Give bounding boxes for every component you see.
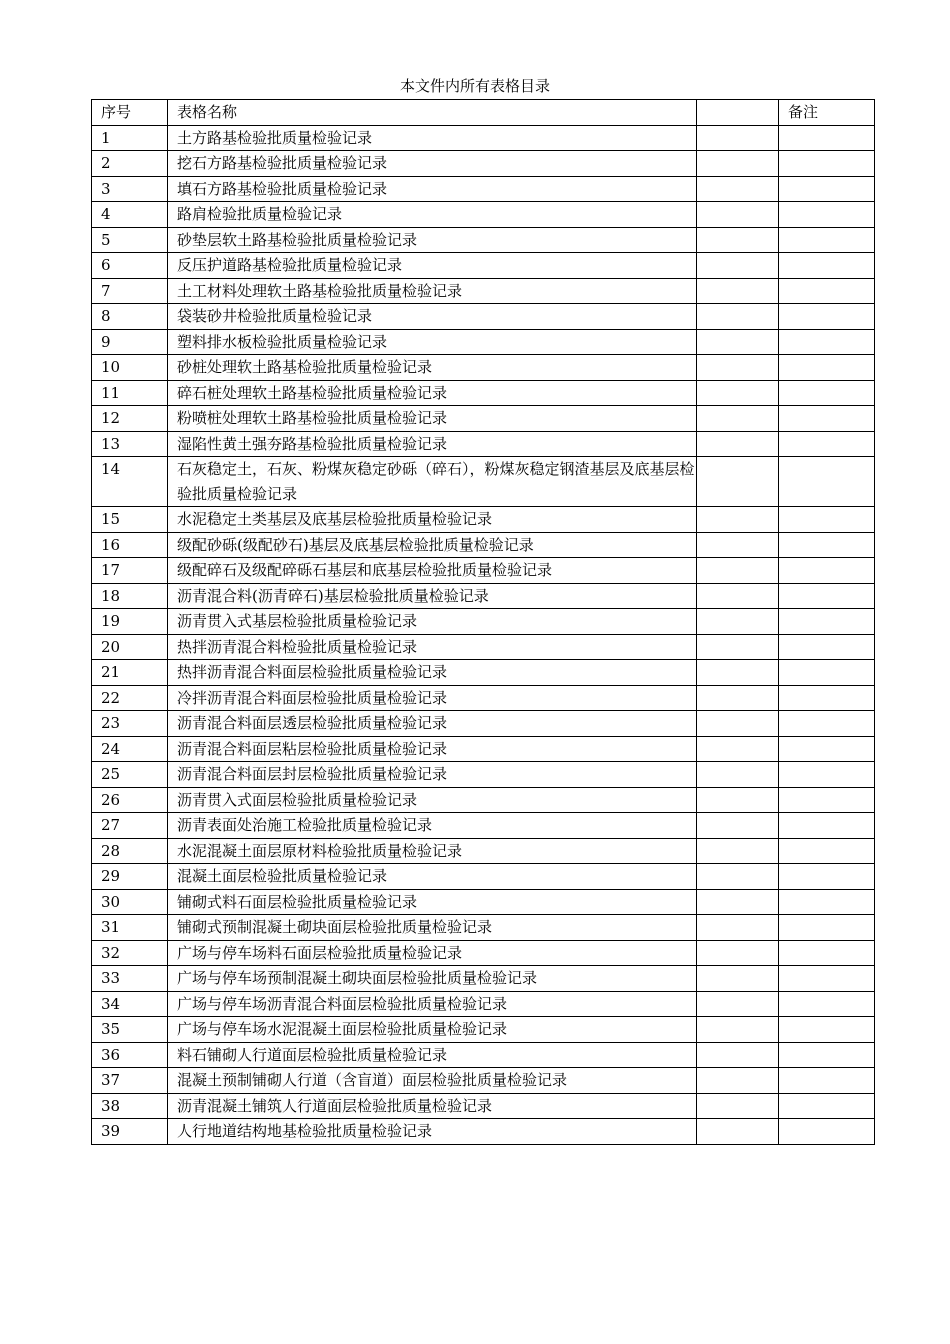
row-form-name: 碎石桩处理软土路基检验批质量检验记录: [168, 380, 697, 406]
row-blank-cell: [697, 1068, 779, 1094]
row-form-name: 广场与停车场沥青混合料面层检验批质量检验记录: [168, 991, 697, 1017]
row-blank-cell: [697, 151, 779, 177]
row-remarks-cell: [779, 1093, 875, 1119]
table-row: [92, 431, 875, 457]
header-blank: [697, 100, 779, 126]
row-remarks-cell: [779, 940, 875, 966]
row-form-name: 广场与停车场水泥混凝土面层检验批质量检验记录: [168, 1017, 697, 1043]
table-row: [92, 736, 875, 762]
row-form-name: 沥青混合料(沥青碎石)基层检验批质量检验记录: [168, 583, 697, 609]
row-remarks-cell: [779, 787, 875, 813]
row-index: 25: [92, 762, 168, 788]
table-row: [92, 329, 875, 355]
row-remarks-cell: [779, 711, 875, 737]
table-row: [92, 304, 875, 330]
row-remarks-cell: [779, 1017, 875, 1043]
table-row: [92, 1093, 875, 1119]
row-index: 33: [92, 966, 168, 992]
row-blank-cell: [697, 278, 779, 304]
row-remarks-cell: [779, 634, 875, 660]
row-blank-cell: [697, 787, 779, 813]
row-form-name: 水泥稳定土类基层及底基层检验批质量检验记录: [168, 507, 697, 533]
table-row: [92, 532, 875, 558]
row-index: 28: [92, 838, 168, 864]
row-form-name: 湿陷性黄土强夯路基检验批质量检验记录: [168, 431, 697, 457]
row-remarks-cell: [779, 355, 875, 381]
row-remarks-cell: [779, 176, 875, 202]
row-remarks-cell: [779, 253, 875, 279]
row-remarks-cell: [779, 125, 875, 151]
row-blank-cell: [697, 507, 779, 533]
row-remarks-cell: [779, 966, 875, 992]
row-form-name: 沥青混合料面层粘层检验批质量检验记录: [168, 736, 697, 762]
row-blank-cell: [697, 1017, 779, 1043]
row-form-name: 料石铺砌人行道面层检验批质量检验记录: [168, 1042, 697, 1068]
row-blank-cell: [697, 762, 779, 788]
row-blank-cell: [697, 1042, 779, 1068]
header-index: 序号: [92, 100, 168, 126]
row-remarks-cell: [779, 813, 875, 839]
row-form-name: 铺砌式预制混凝土砌块面层检验批质量检验记录: [168, 915, 697, 941]
row-form-name: 粉喷桩处理软土路基检验批质量检验记录: [168, 406, 697, 432]
row-form-name: 混凝土预制铺砌人行道（含盲道）面层检验批质量检验记录: [168, 1068, 697, 1094]
row-index: 39: [92, 1119, 168, 1145]
row-blank-cell: [697, 125, 779, 151]
row-index: 7: [92, 278, 168, 304]
row-blank-cell: [697, 660, 779, 686]
row-remarks-cell: [779, 1068, 875, 1094]
row-remarks-cell: [779, 507, 875, 533]
row-blank-cell: [697, 889, 779, 915]
table-row: [92, 915, 875, 941]
row-remarks-cell: [779, 736, 875, 762]
row-index: 15: [92, 507, 168, 533]
row-blank-cell: [697, 966, 779, 992]
row-form-name: 冷拌沥青混合料面层检验批质量检验记录: [168, 685, 697, 711]
row-index: 18: [92, 583, 168, 609]
row-index: 31: [92, 915, 168, 941]
row-index: 12: [92, 406, 168, 432]
row-index: 36: [92, 1042, 168, 1068]
table-row: [92, 711, 875, 737]
row-index: 3: [92, 176, 168, 202]
table-row: [92, 253, 875, 279]
table-row: [92, 940, 875, 966]
table-header-row: [92, 100, 875, 126]
row-index: 16: [92, 532, 168, 558]
row-form-name: 广场与停车场预制混凝土砌块面层检验批质量检验记录: [168, 966, 697, 992]
row-blank-cell: [697, 1119, 779, 1145]
row-index: 19: [92, 609, 168, 635]
row-blank-cell: [697, 583, 779, 609]
row-index: 23: [92, 711, 168, 737]
table-row: [92, 660, 875, 686]
row-form-name: 路肩检验批质量检验记录: [168, 202, 697, 228]
row-form-name: 袋装砂井检验批质量检验记录: [168, 304, 697, 330]
row-blank-cell: [697, 634, 779, 660]
row-remarks-cell: [779, 406, 875, 432]
row-form-name: 沥青表面处治施工检验批质量检验记录: [168, 813, 697, 839]
row-remarks-cell: [779, 583, 875, 609]
row-blank-cell: [697, 991, 779, 1017]
table-row: [92, 1042, 875, 1068]
table-row: [92, 558, 875, 584]
header-form-name: 表格名称: [168, 100, 697, 126]
document-title: 本文件内所有表格目录: [399, 77, 550, 95]
row-form-name: 土工材料处理软土路基检验批质量检验记录: [168, 278, 697, 304]
row-blank-cell: [697, 813, 779, 839]
row-remarks-cell: [779, 838, 875, 864]
row-blank-cell: [697, 736, 779, 762]
row-index: 8: [92, 304, 168, 330]
row-form-name: 广场与停车场料石面层检验批质量检验记录: [168, 940, 697, 966]
row-form-name: 反压护道路基检验批质量检验记录: [168, 253, 697, 279]
table-row: [92, 889, 875, 915]
row-form-name: 沥青混合料面层封层检验批质量检验记录: [168, 762, 697, 788]
row-remarks-cell: [779, 1119, 875, 1145]
row-form-name: 填石方路基检验批质量检验记录: [168, 176, 697, 202]
row-index: 21: [92, 660, 168, 686]
row-index: 35: [92, 1017, 168, 1043]
row-index: 32: [92, 940, 168, 966]
row-blank-cell: [697, 176, 779, 202]
row-index: 17: [92, 558, 168, 584]
table-row: [92, 583, 875, 609]
row-form-name: 砂桩处理软土路基检验批质量检验记录: [168, 355, 697, 381]
row-remarks-cell: [779, 991, 875, 1017]
row-index: 29: [92, 864, 168, 890]
row-index: 2: [92, 151, 168, 177]
table-row: [92, 813, 875, 839]
row-blank-cell: [697, 202, 779, 228]
row-form-name: 沥青贯入式面层检验批质量检验记录: [168, 787, 697, 813]
row-remarks-cell: [779, 762, 875, 788]
row-index: 6: [92, 253, 168, 279]
row-blank-cell: [697, 711, 779, 737]
table-row: [92, 991, 875, 1017]
row-index: 13: [92, 431, 168, 457]
row-form-name: 土方路基检验批质量检验记录: [168, 125, 697, 151]
table-row: [92, 202, 875, 228]
row-form-name: 热拌沥青混合料面层检验批质量检验记录: [168, 660, 697, 686]
table-row: [92, 1119, 875, 1145]
row-index: 22: [92, 685, 168, 711]
table-row: [92, 634, 875, 660]
row-blank-cell: [697, 457, 779, 507]
table-row: [92, 380, 875, 406]
row-remarks-cell: [779, 304, 875, 330]
row-index: 30: [92, 889, 168, 915]
row-remarks-cell: [779, 609, 875, 635]
row-remarks-cell: [779, 278, 875, 304]
row-remarks-cell: [779, 685, 875, 711]
row-blank-cell: [697, 609, 779, 635]
row-remarks-cell: [779, 329, 875, 355]
row-index: 14: [92, 457, 168, 507]
table-row: [92, 507, 875, 533]
row-form-name: 塑料排水板检验批质量检验记录: [168, 329, 697, 355]
row-blank-cell: [697, 380, 779, 406]
table-row: [92, 355, 875, 381]
row-blank-cell: [697, 1093, 779, 1119]
row-form-name: 沥青混合料面层透层检验批质量检验记录: [168, 711, 697, 737]
row-form-name: 挖石方路基检验批质量检验记录: [168, 151, 697, 177]
row-remarks-cell: [779, 457, 875, 507]
row-remarks-cell: [779, 660, 875, 686]
row-blank-cell: [697, 431, 779, 457]
row-form-name: 级配碎石及级配碎砾石基层和底基层检验批质量检验记录: [168, 558, 697, 584]
table-row: [92, 457, 875, 507]
row-blank-cell: [697, 253, 779, 279]
row-index: 26: [92, 787, 168, 813]
row-remarks-cell: [779, 532, 875, 558]
row-form-name: 混凝土面层检验批质量检验记录: [168, 864, 697, 890]
row-blank-cell: [697, 227, 779, 253]
table-row: [92, 685, 875, 711]
row-remarks-cell: [779, 889, 875, 915]
table-row: [92, 864, 875, 890]
table-row: [92, 762, 875, 788]
table-row: [92, 176, 875, 202]
table-row: [92, 1017, 875, 1043]
table-row: [92, 406, 875, 432]
table-row: [92, 966, 875, 992]
table-row: [92, 609, 875, 635]
row-remarks-cell: [779, 380, 875, 406]
table-row: [92, 787, 875, 813]
row-blank-cell: [697, 304, 779, 330]
table-row: [92, 227, 875, 253]
row-blank-cell: [697, 940, 779, 966]
row-blank-cell: [697, 355, 779, 381]
row-index: 9: [92, 329, 168, 355]
row-index: 4: [92, 202, 168, 228]
row-form-name: 铺砌式料石面层检验批质量检验记录: [168, 889, 697, 915]
row-index: 38: [92, 1093, 168, 1119]
row-remarks-cell: [779, 431, 875, 457]
row-index: 11: [92, 380, 168, 406]
row-blank-cell: [697, 838, 779, 864]
table-row: [92, 125, 875, 151]
header-remarks: 备注: [779, 100, 875, 126]
row-form-name: 热拌沥青混合料检验批质量检验记录: [168, 634, 697, 660]
row-form-name: 砂垫层软土路基检验批质量检验记录: [168, 227, 697, 253]
row-form-name: 级配砂砾(级配砂石)基层及底基层检验批质量检验记录: [168, 532, 697, 558]
row-form-name: 水泥混凝土面层原材料检验批质量检验记录: [168, 838, 697, 864]
row-index: 37: [92, 1068, 168, 1094]
table-row: [92, 1068, 875, 1094]
row-index: 20: [92, 634, 168, 660]
row-index: 24: [92, 736, 168, 762]
row-form-name: 沥青贯入式基层检验批质量检验记录: [168, 609, 697, 635]
row-form-name: 沥青混凝土铺筑人行道面层检验批质量检验记录: [168, 1093, 697, 1119]
table-row: [92, 838, 875, 864]
row-remarks-cell: [779, 202, 875, 228]
table-body: [92, 125, 875, 1144]
row-remarks-cell: [779, 864, 875, 890]
row-index: 27: [92, 813, 168, 839]
form-catalog-table: [91, 99, 875, 1145]
row-index: 10: [92, 355, 168, 381]
table-row: [92, 278, 875, 304]
row-blank-cell: [697, 558, 779, 584]
row-remarks-cell: [779, 1042, 875, 1068]
row-index: 34: [92, 991, 168, 1017]
row-index: 5: [92, 227, 168, 253]
row-form-name: 石灰稳定土，石灰、粉煤灰稳定砂砾（碎石），粉煤灰稳定钢渣基层及底基层检验批质量检验记录: [168, 457, 697, 507]
row-remarks-cell: [779, 227, 875, 253]
row-remarks-cell: [779, 558, 875, 584]
row-blank-cell: [697, 329, 779, 355]
row-index: 1: [92, 125, 168, 151]
row-blank-cell: [697, 406, 779, 432]
table-row: [92, 151, 875, 177]
row-remarks-cell: [779, 915, 875, 941]
row-blank-cell: [697, 864, 779, 890]
row-form-name: 人行地道结构地基检验批质量检验记录: [168, 1119, 697, 1145]
row-blank-cell: [697, 685, 779, 711]
row-remarks-cell: [779, 151, 875, 177]
row-blank-cell: [697, 915, 779, 941]
row-blank-cell: [697, 532, 779, 558]
